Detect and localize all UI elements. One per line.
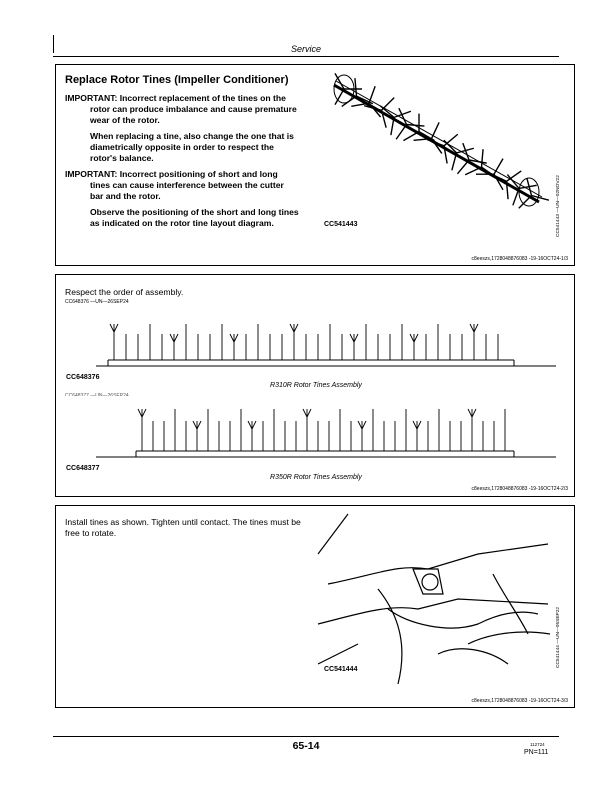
tine-installation-illustration bbox=[318, 514, 550, 684]
part-number: PN=111 bbox=[524, 749, 549, 756]
r350r-tine-layout bbox=[96, 405, 556, 463]
rotor-tine bbox=[290, 324, 294, 332]
important-positioning: IMPORTANT: Incorrect positioning of short and long tines can cause interference between the cutter bar and the rotor. bbox=[65, 169, 284, 201]
rotor-tine bbox=[170, 334, 174, 342]
r310r-tine-layout bbox=[96, 320, 556, 372]
rotor-tine bbox=[197, 421, 201, 429]
rotor-tine bbox=[335, 89, 344, 105]
rotor-tine bbox=[142, 409, 146, 417]
rotor-tine bbox=[513, 188, 519, 205]
important-imbalance: IMPORTANT: Incorrect replacement of the tines on the rotor can produce imbalance and cause premature wear of the rotor. bbox=[65, 93, 297, 125]
rotor-tine bbox=[355, 78, 357, 96]
panel2-ref: c8eeszs,1728048876083 -19-16OCT24-2/3 bbox=[471, 486, 568, 492]
panel-replace-rotor-tines bbox=[55, 64, 575, 266]
panel3-ref: c8eeszs,1728048876083 -19-16OCT24-3/3 bbox=[471, 698, 568, 704]
rotor-tine bbox=[468, 409, 472, 417]
figure-code-cc648376: CC648376 —UN—26SEP24 bbox=[65, 299, 129, 305]
figure-id-cc648377: CC648377 bbox=[66, 465, 100, 472]
note-layout-diagram: Observe the positioning of the short and long tines as indicated on the rotor tine layout diagram. bbox=[90, 207, 299, 228]
rotor-illustration bbox=[314, 67, 554, 217]
panel-assembly-order bbox=[55, 274, 575, 497]
rotor-tine bbox=[307, 409, 311, 417]
rotor-tine bbox=[138, 409, 142, 417]
r310r-caption: R310R Rotor Tines Assembly bbox=[270, 382, 362, 389]
r350r-caption: R350R Rotor Tines Assembly bbox=[270, 474, 362, 481]
rotor-tine bbox=[403, 132, 419, 141]
rotor-tine bbox=[174, 334, 178, 342]
rotor-tine bbox=[413, 421, 417, 429]
footer-rule bbox=[53, 736, 559, 737]
note-opposite-tine: When replacing a tine, also change the one that is diametrically opposite in order to respect the rotor's balance. bbox=[90, 131, 294, 163]
rotor-tine bbox=[494, 159, 503, 175]
rotor-tine bbox=[252, 421, 256, 429]
panel-title: Replace Rotor Tines (Impeller Conditioner) bbox=[65, 74, 289, 86]
rotor-tine bbox=[444, 134, 458, 146]
figure-id-cc648376: CC648376 bbox=[66, 374, 100, 381]
figure-code-cc541443: CC541443 —UN—02NOV22 bbox=[556, 175, 561, 237]
rotor-tine bbox=[358, 421, 362, 429]
rotor-tine bbox=[114, 324, 118, 332]
rotor-tine bbox=[417, 421, 421, 429]
page-number: 65-14 bbox=[292, 740, 320, 752]
rotor-tine bbox=[350, 334, 354, 342]
rotor-tine bbox=[482, 149, 484, 167]
rotor-tine bbox=[470, 324, 474, 332]
rotor-tine bbox=[396, 125, 406, 140]
rotor-tine bbox=[407, 125, 425, 127]
rotor-tine bbox=[369, 86, 375, 103]
rotor-tine bbox=[432, 122, 440, 138]
figure-code-cc648377: CC648377 —UN—26SEP24 bbox=[65, 393, 129, 396]
rotor-tine bbox=[234, 334, 238, 342]
footer-small-code: 112724 bbox=[530, 742, 545, 747]
rotor-tine bbox=[472, 409, 476, 417]
panel1-ref: c8eeszs,1728048876083 -19-16OCT24-1/3 bbox=[471, 256, 568, 262]
rotor-tine bbox=[110, 324, 114, 332]
header-rule bbox=[53, 56, 559, 57]
important-notes bbox=[65, 93, 299, 229]
rotor-tine bbox=[354, 334, 358, 342]
rotor-tine bbox=[248, 421, 252, 429]
rotor-tine bbox=[193, 421, 197, 429]
rotor-tine bbox=[410, 334, 414, 342]
figure-id-cc541444: CC541444 bbox=[324, 666, 358, 673]
figure-id-cc541443: CC541443 bbox=[324, 221, 358, 228]
rotor-tine bbox=[303, 409, 307, 417]
install-instructions: Install tines as shown. Tighten until contact. The tines must be free to rotate. bbox=[65, 517, 301, 538]
section-header: Service bbox=[290, 44, 321, 54]
assembly-intro: Respect the order of assembly. bbox=[65, 287, 184, 297]
figure-code-cc541444: CC541444 —UN—05SEP22 bbox=[556, 606, 561, 668]
rotor-tine bbox=[457, 160, 469, 174]
rotor-tine bbox=[294, 324, 298, 332]
rotor-tine bbox=[362, 421, 366, 429]
rotor-tine bbox=[414, 334, 418, 342]
rotor-tine bbox=[230, 334, 234, 342]
rotor-tine bbox=[342, 96, 357, 106]
panel-install-tines bbox=[55, 505, 575, 708]
rotor-tine bbox=[452, 153, 457, 170]
rotor-tine bbox=[474, 324, 478, 332]
